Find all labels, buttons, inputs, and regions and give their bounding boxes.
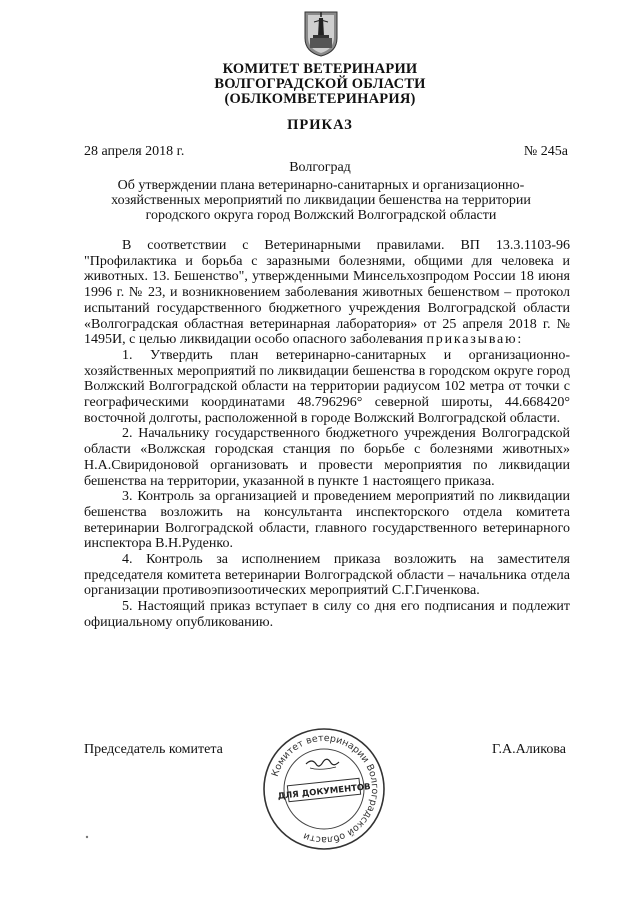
coat-of-arms-icon [302,8,340,58]
margin-mark [84,834,90,840]
subject-line-2: хозяйственных мероприятий по ликвидации бешенства на территории [111,193,531,208]
org-line-1: КОМИТЕТ ВЕТЕРИНАРИИ [222,61,418,77]
stamp-ring-text: Комитет ветеринарии Волгоградской области [269,732,381,846]
order-body [84,238,570,631]
subject-line-1: Об утверждении плана ветеринарно-санитарных и организационно- [117,178,525,193]
subject-line-3: городского округа город Волжский Волгоградской области [145,208,497,223]
order-word: приказываю: [426,332,524,348]
organization-name [100,62,540,107]
org-line-2: ВОЛГОГРАДСКОЙ ОБЛАСТИ [214,76,426,92]
order-date: 28 апреля 2018 г. [84,144,185,159]
order-title: ПРИКАЗ [287,117,353,133]
preamble-paragraph [84,238,570,348]
stamp-center-text: ДЛЯ ДОКУМЕНТОВ [277,782,372,802]
order-item-4: 4. Контроль за исполнением приказа возложить на заместителя председателя комитета ветеринарии Волгоградской области – начальника отдела организации противоэпизоотических мероприятий С.Г.Гиченкова. [84,552,570,599]
preamble-text: В соответствии с Ветеринарными правилами. ВП 13.3.1103-96 "Профилактика и борьба с заразными болезнями, общими для человека и животных. 13. Бешенство", утвержденными Минсельхозпродом России 18 июня 1996 г. № 23, и возникновением заболевания животных бешенством – протокол испытаний государственного бюджетного учреждения Волгоградской области «Волгоградская областная ветеринарная лаборатория» от 25 апреля 2018 г. № 1495И, с целью ликвидации особо опасного заболевания [84,238,570,348]
order-subject [96,178,546,223]
signature-scribble [306,759,339,766]
order-item-5: 5. Настоящий приказ вступает в силу со дня его подписания и подлежит официальному опубликованию. [84,599,570,630]
order-city: Волгоград [289,160,351,175]
order-item-2: 2. Начальнику государственного бюджетного учреждения Волгоградской области «Волжская городская станция по борьбе с болезнями животных» Н.А.Свиридоновой организовать и провести мероприятия по ликвидации бешенства на территории, указанной в пункте 1 настоящего приказа. [84,426,570,489]
signatory-name: Г.А.Аликова [492,742,566,757]
order-number: № 245а [523,144,568,159]
official-stamp [258,724,390,854]
order-item-3: 3. Контроль за организацией и проведением мероприятий по ликвидации бешенства возложить на консультанта инспекторского отдела комитета ветеринарии Волгоградской области, главного государственного ветеринарного инспектора В.Н.Руденко. [84,489,570,552]
order-item-1: 1. Утвердить план ветеринарно-санитарных и организационно-хозяйственных мероприятий по ликвидации бешенства в городском округе город Волжский Волгоградской области на территории радиусом 102 метра от точки с географическими координатами 48.796296° северной широты, 44.668420° восточной долготы, расположенной в городе Волжский Волгоградской области. [84,347,570,426]
signatory-position: Председатель комитета [84,742,223,757]
org-line-3: (ОБЛКОМВЕТЕРИНАРИЯ) [224,91,416,107]
